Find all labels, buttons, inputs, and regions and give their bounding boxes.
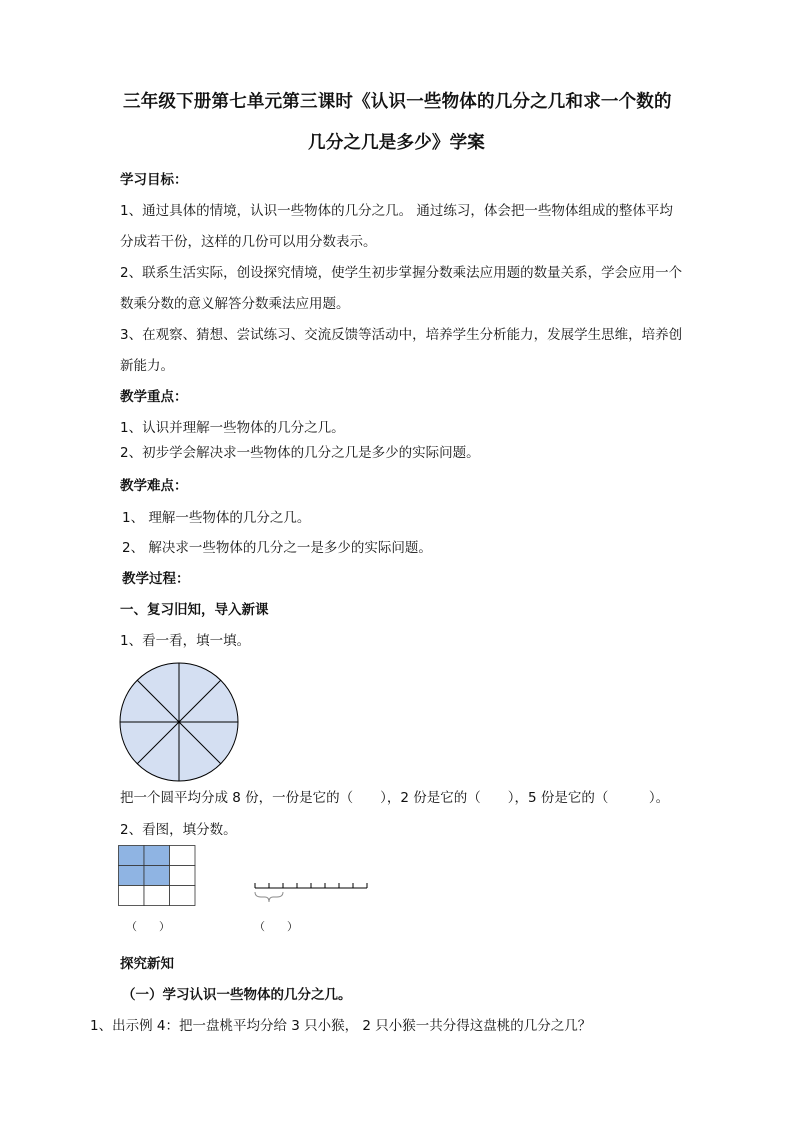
difficulty-1: 1、 理解一些物体的几分之几。 — [122, 510, 311, 526]
grid-cell — [144, 866, 170, 886]
objective-3-line-1: 3、在观察、猜想、尝试练习、交流反馈等活动中，培养学生分析能力，发展学生思维，培养创 — [120, 327, 683, 343]
question-2: 2、看图，填分数。 — [120, 822, 237, 838]
circle-division-lines — [120, 663, 238, 781]
explore-subheading-1: （一）学习认识一些物体的几分之几。 — [122, 987, 352, 1003]
question-1: 1、看一看，填一填。 — [120, 633, 251, 649]
segment-brace — [255, 892, 283, 902]
grid-cell — [119, 846, 145, 866]
difficulty-2: 2、 解决求一些物体的几分之一是多少的实际问题。 — [122, 540, 432, 556]
grid-cell — [170, 886, 196, 906]
example-4: 1、出示例 4：把一盘桃平均分给 3 只小猴， 2 只小猴一共分得这盘桃的几分之几？ — [90, 1018, 592, 1034]
shaded-grid-figure — [118, 845, 198, 907]
section-1-heading: 一、复习旧知，导入新课 — [120, 602, 269, 618]
circle-fill-sentence: 把一个圆平均分成 8 份，一份是它的（ ），2 份是它的（ ），5 份是它的（ ）。 — [120, 790, 670, 806]
objective-1-line-2: 分成若干份，这样的几份可以用分数表示。 — [120, 234, 377, 250]
grid-cell — [119, 886, 145, 906]
divided-circle-figure — [119, 662, 239, 782]
difficulties-heading: 教学难点： — [120, 478, 188, 494]
objective-2-line-2: 数乘分数的意义解答分数乘法应用题。 — [120, 296, 350, 312]
key-point-1: 1、认识并理解一些物体的几分之几。 — [120, 420, 345, 436]
key-points-heading: 教学重点： — [120, 389, 188, 405]
title-line-1: 三年级下册第七单元第三课时《认识一些物体的几分之几和求一个数的 — [123, 92, 672, 112]
grid-cell — [144, 846, 170, 866]
grid-cell — [119, 866, 145, 886]
grid-answer-blank: （ ） — [126, 920, 170, 933]
objective-1-line-1: 1、通过具体的情境，认识一些物体的几分之几。 通过练习，体会把一些物体组成的整体平均 — [120, 203, 673, 219]
process-heading: 教学过程： — [122, 571, 190, 587]
ruler-answer-blank: （ ） — [254, 920, 298, 933]
explore-heading: 探究新知 — [120, 956, 174, 972]
title-line-2: 几分之几是多少》学案 — [308, 133, 485, 153]
grid-cell — [144, 886, 170, 906]
segmented-line-figure — [252, 878, 372, 908]
grid-cell — [170, 846, 196, 866]
objective-2-line-1: 2、联系生活实际，创设探究情境，使学生初步掌握分数乘法应用题的数量关系，学会应用一个 — [120, 265, 683, 281]
grid-cell — [170, 866, 196, 886]
objective-3-line-2: 新能力。 — [120, 358, 174, 374]
objectives-heading: 学习目标： — [120, 172, 188, 188]
key-point-2: 2、初步学会解决求一些物体的几分之几是多少的实际问题。 — [120, 445, 480, 461]
